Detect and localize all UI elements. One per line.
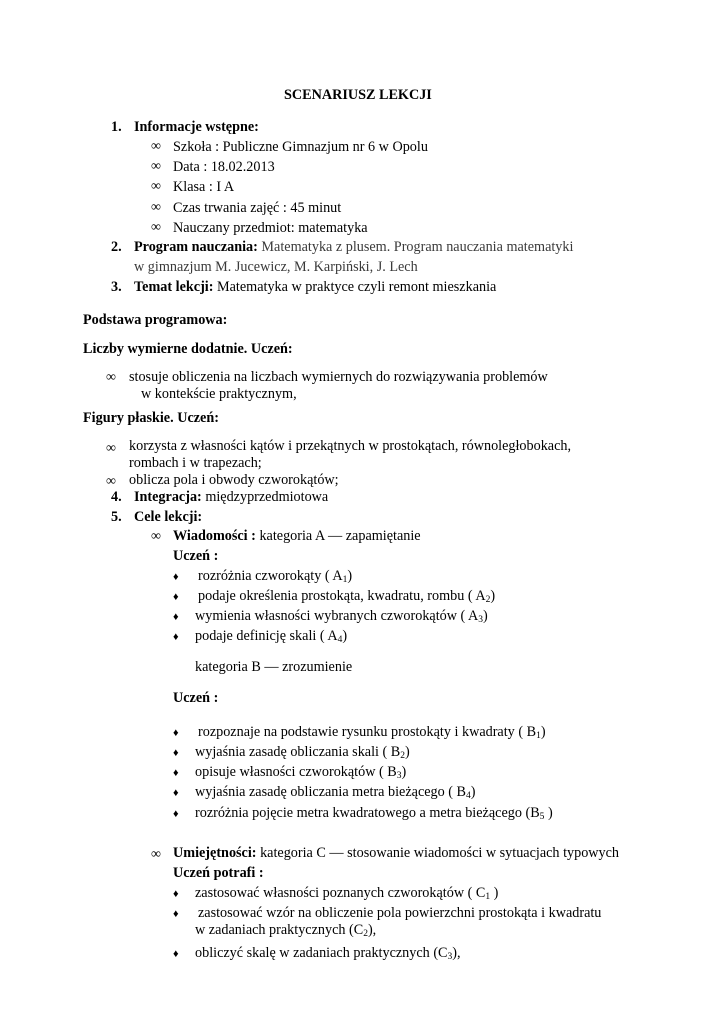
section-1-number: 1. [111, 119, 122, 135]
section-2-line-2: w gimnazjum M. Jucewicz, M. Karpiński, J. Lech [134, 259, 418, 275]
infinity-bullet-icon: ∞ [151, 220, 161, 235]
section-4-heading: Integracja: [134, 489, 202, 505]
podstawa-heading: Podstawa programowa: [83, 312, 228, 328]
section-5-number: 5. [111, 509, 122, 525]
em-dash-icon: — [264, 659, 279, 675]
objective-b2: wyjaśnia zasadę obliczania skali ( $B_2$) [195, 744, 410, 761]
infinity-bullet-icon: ∞ [106, 441, 116, 456]
figury-item-1-line-2: rombach i w trapezach; [129, 455, 262, 471]
infinity-bullet-icon: ∞ [151, 847, 161, 862]
info-item-subject: Nauczany przedmiot: matematyka [173, 220, 368, 236]
liczby-item-line-1: stosuje obliczenia na liczbach wymiernych do rozwiązywania problemów [129, 369, 548, 385]
wiadomosci-category-tail: zapamiętanie [342, 528, 421, 544]
objective-a3: wymienia własności wybranych czworokątów ( $A_3$) [195, 608, 488, 625]
section-5-heading: Cele lekcji: [134, 509, 203, 525]
section-3-text: Matematyka w praktyce czyli remont mieszkania [213, 279, 497, 295]
figury-item-2: oblicza pola i obwody czworokątów; [129, 472, 339, 488]
wiadomosci-category: kategoria A [255, 528, 329, 544]
info-item-date: Data : 18.02.2013 [173, 159, 275, 175]
diamond-bullet-icon: ♦ [173, 591, 179, 603]
section-3-heading: Temat lekcji: [134, 279, 214, 295]
wiadomosci-line [173, 528, 421, 544]
diamond-bullet-icon: ♦ [173, 787, 179, 799]
section-3-number: 3. [111, 279, 122, 295]
objective-b4: wyjaśnia zasadę obliczania metra bieżącego ( $B_4$) [195, 784, 476, 801]
objective-b5: rozróżnia pojęcie metra kwadratowego a metra bieżącego ($B_5$ ) [195, 805, 553, 822]
infinity-bullet-icon: ∞ [151, 200, 161, 215]
objective-b1: rozpoznaje na podstawie rysunku prostokąty i kwadraty ( $B_1$) [198, 724, 546, 741]
diamond-bullet-icon: ♦ [173, 888, 179, 900]
section-2-number: 2. [111, 239, 122, 255]
info-item-duration: Czas trwania zajęć : 45 minut [173, 200, 342, 216]
diamond-bullet-icon: ♦ [173, 747, 179, 759]
diamond-bullet-icon: ♦ [173, 948, 179, 960]
infinity-bullet-icon: ∞ [151, 159, 161, 174]
skill-c2-line-1: zastosować wzór na obliczenie pola powierzchni prostokąta i kwadratu [198, 905, 602, 921]
objective-a1: rozróżnia czworokąty ( $A_1$) [198, 568, 353, 585]
figury-heading: Figury płaskie. Uczeń: [83, 410, 219, 426]
objective-a2: podaje określenia prostokąta, kwadratu, rombu ( $A_2$) [198, 588, 496, 605]
umiejetnosci-label: Umiejętności: [173, 845, 257, 861]
wiadomosci-label: Wiadomości : [173, 528, 256, 544]
section-2-text: Matematyka z plusem. Program nauczania matematyki [257, 239, 574, 255]
kategoria-b-line: kategoria B — zrozumienie [195, 659, 353, 675]
umiejetnosci-line: Umiejętności: kategoria C — stosowanie wiadomości w sytuacjach typowych [173, 845, 620, 861]
section-4-line [134, 489, 328, 505]
objective-b3: opisuje własności czworokątów ( $B_3$) [195, 764, 407, 781]
em-dash-icon: — [329, 845, 344, 861]
info-item-school: Szkoła : Publiczne Gimnazjum nr 6 w Opolu [173, 139, 428, 155]
diamond-bullet-icon: ♦ [173, 571, 179, 583]
diamond-bullet-icon: ♦ [173, 808, 179, 820]
diamond-bullet-icon: ♦ [173, 908, 179, 920]
objective-a4: podaje definicję skali ( $A_4$) [195, 628, 348, 645]
info-item-class: Klasa : I A [173, 179, 235, 195]
infinity-bullet-icon: ∞ [106, 474, 116, 489]
wiadomosci-uczen: Uczeń : [173, 548, 219, 564]
em-dash-icon: — [328, 528, 343, 544]
umiejetnosci-uczen: Uczeń potrafi : [173, 865, 264, 881]
liczby-item-line-2: w kontekście praktycznym, [141, 386, 297, 402]
infinity-bullet-icon: ∞ [151, 179, 161, 194]
section-4-number: 4. [111, 489, 122, 505]
skill-c3: obliczyć skalę w zadaniach praktycznych $(C_3)$, [195, 945, 461, 962]
section-1-heading: Informacje wstępne: [134, 119, 259, 135]
section-2-heading: Program nauczania: [134, 239, 258, 255]
figury-item-1-line-1: korzysta z własności kątów i przekątnych w prostokątach, równoległobokach, [129, 438, 572, 454]
infinity-bullet-icon: ∞ [106, 370, 116, 385]
document-title: SCENARIUSZ LEKCJI [284, 87, 432, 103]
diamond-bullet-icon: ♦ [173, 727, 179, 739]
section-2-line-1 [134, 239, 573, 255]
infinity-bullet-icon: ∞ [151, 529, 161, 544]
section-3-line [134, 279, 496, 295]
diamond-bullet-icon: ♦ [173, 631, 179, 643]
infinity-bullet-icon: ∞ [151, 139, 161, 154]
section-4-text: międzyprzedmiotowa [201, 489, 329, 505]
diamond-bullet-icon: ♦ [173, 767, 179, 779]
skill-c1: zastosować własności poznanych czworokątów ( $C_1$ ) [195, 885, 499, 902]
diamond-bullet-icon: ♦ [173, 611, 179, 623]
kategoria-b-uczen: Uczeń : [173, 690, 219, 706]
liczby-heading: Liczby wymierne dodatnie. Uczeń: [83, 341, 293, 357]
skill-c2-line-2: w zadaniach praktycznych $(C_2)$, [195, 922, 377, 939]
